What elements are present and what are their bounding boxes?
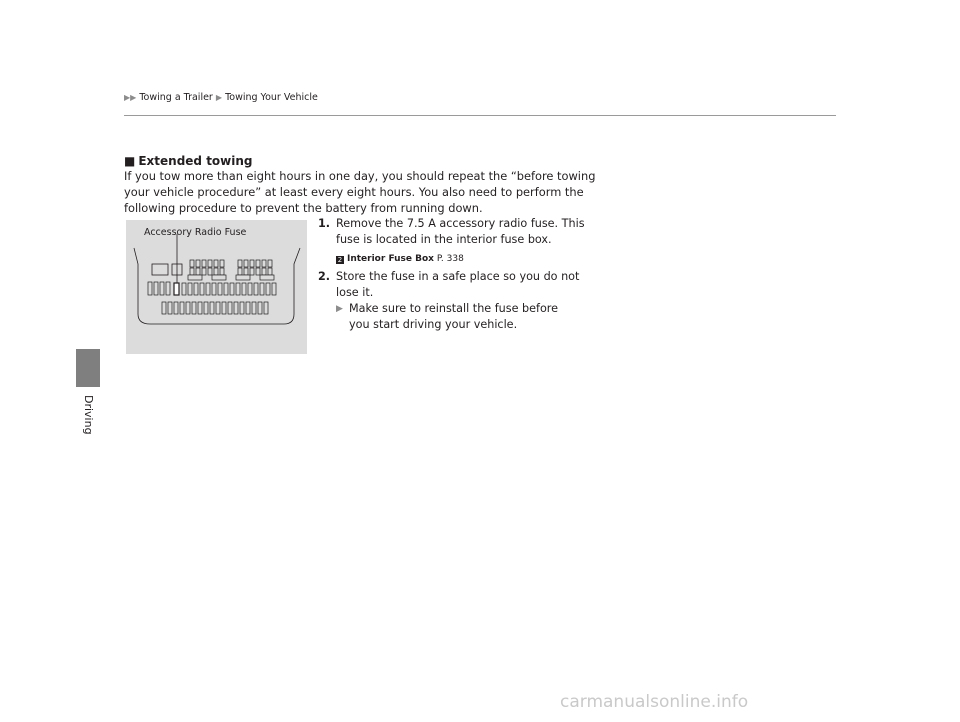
fuse-icon [272,283,276,295]
fuse-icon [244,260,248,267]
fuse-icon [254,283,258,295]
fuse-box-diagram [126,220,307,354]
fuse-icon [180,302,184,314]
fuse-icon [194,283,198,295]
body-paragraph [124,168,596,216]
fuse-icon [188,283,192,295]
fuse-icon [228,302,232,314]
body-line: If you tow more than eight hours in one day, you should repeat the “before towing [124,169,596,183]
fuse-icon [206,283,210,295]
step-1 [318,216,585,267]
breadcrumb-item-towing-vehicle[interactable]: Towing Your Vehicle [225,92,318,103]
fuse-icon [268,260,272,267]
fuse-icon [166,282,170,295]
watermark: carmanualsonline.info [560,692,749,712]
fuse-icon [182,283,186,295]
fuse-icon [208,260,212,267]
fuse-icon [212,275,226,280]
fuse-icon [154,282,158,295]
fuse-icon [218,283,222,295]
section-tab [76,349,100,387]
square-bullet-icon: ■ [124,154,136,168]
fuse-icon [196,268,200,275]
fuse-icon [248,283,252,295]
fuse-icon [214,260,218,267]
fuse-icon [148,282,152,295]
fuse-icon [258,302,262,314]
fuse-icon [212,283,216,295]
fuse-icon [266,283,270,295]
fuse-icon [168,302,172,314]
fuse-icon [210,302,214,314]
fuse-icon [262,268,266,275]
fuse-icon [220,268,224,275]
sub-note [336,301,568,333]
sub-note-text: Make sure to reinstall the fuse before [349,302,559,315]
fuse-icon [222,302,226,314]
fuse-icon [242,283,246,295]
fuse-icon [162,302,166,314]
fuse-icon [174,302,178,314]
fuse-icon [250,268,254,275]
fuse-icon [256,260,260,267]
step-text: fuse is located in the interior fuse box. [336,233,552,246]
page-reference[interactable]: 2 Interior Fuse Box P. 338 [337,254,464,264]
sub-note-text: you start driving your vehicle. [349,318,518,331]
triangle-right-icon: ▶▶ [124,93,137,102]
fuse-icon [236,275,250,280]
body-line: following procedure to prevent the battery from running down. [124,201,483,215]
fuse-icon [268,268,272,275]
fuse-icon [260,283,264,295]
step-2 [318,269,580,333]
procedure-steps [318,216,585,333]
fuse-icon [214,268,218,275]
fuse-icon [264,302,268,314]
fuse-icon [198,302,202,314]
section-label: Driving [82,395,95,435]
fuse-icon [204,302,208,314]
fuse-icon [230,283,234,295]
fuse-icon [244,268,248,275]
fuse-icon [246,302,250,314]
fuse-icon [220,260,224,267]
fuse-icon [190,268,194,275]
fuse-icon [260,275,274,280]
fuse-icon [256,268,260,275]
fuse-icon [160,282,164,295]
fuse-icon [186,302,190,314]
triangle-right-icon: ▶ [215,93,223,102]
fuse-icon [262,260,266,267]
triangle-right-icon: ▶ [336,304,343,314]
fuse-icon [224,283,228,295]
fuse-icon [234,302,238,314]
fuse-icon [202,260,206,267]
fuse-icon [196,260,200,267]
reference-icon: 2 [337,256,343,264]
fuse-icon [250,260,254,267]
fuse-icon [240,302,244,314]
fuse-icon [202,268,206,275]
fuse-icon [238,260,242,267]
fuse-icon [208,268,212,275]
header-rule [124,115,836,116]
section-heading: ■ Extended towing [124,154,253,168]
step-text: Store the fuse in a safe place so you do not [336,270,580,283]
body-line: your vehicle procedure” at least every eight hours. You also need to perform the [124,185,584,199]
step-number: 1. [318,217,331,230]
fuse-icon [190,260,194,267]
breadcrumb-item-towing-trailer[interactable]: Towing a Trailer [139,92,213,103]
fuse-icon [252,302,256,314]
fuse-icon [188,275,202,280]
breadcrumb [124,92,318,103]
step-text: lose it. [336,286,374,299]
step-number: 2. [318,270,331,283]
fuse-box-figure [126,220,307,354]
fuse-icon [200,283,204,295]
fuse-icon [216,302,220,314]
fuse-icon [238,268,242,275]
figure-label: Accessory Radio Fuse [144,227,247,238]
fuse-icon [236,283,240,295]
fuse-icon [192,302,196,314]
step-text: Remove the 7.5 A accessory radio fuse. This [336,217,585,230]
